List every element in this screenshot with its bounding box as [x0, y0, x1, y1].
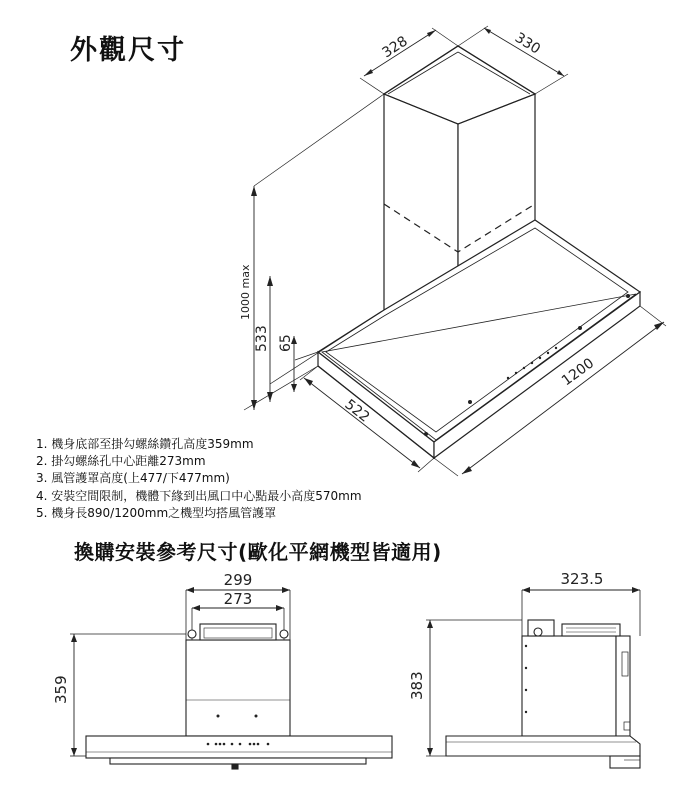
dim-height-533: 533	[254, 325, 270, 352]
dim-max-height: 1000 max	[239, 264, 252, 320]
note-item: 2. 掛勾螺絲孔中心距離273mm	[36, 454, 206, 469]
hood-isometric-drawing	[244, 26, 666, 476]
note-item: 1. 機身底部至掛勾螺絲鑽孔高度359mm	[36, 437, 254, 451]
dim-height-65: 65	[278, 334, 294, 352]
dim-side-depth: 323.5	[560, 570, 604, 588]
dim-duct-depth: 330	[511, 29, 544, 58]
section-title: 換購安裝參考尺寸(歐化平網機型皆適用)	[74, 540, 442, 564]
dim-front-outer: 299	[223, 571, 253, 589]
dim-duct-width: 328	[379, 33, 411, 62]
front-view-drawing	[70, 590, 392, 769]
note-item: 3. 風管護罩高度(上477/下477mm)	[36, 471, 230, 486]
dim-side-height: 383	[408, 671, 426, 700]
note-item: 4. 安裝空間限制，機體下緣到出風口中心點最小高度570mm	[36, 488, 362, 503]
note-item: 5. 機身長890/1200mm之機型均搭風管護罩	[36, 505, 277, 520]
dim-body-depth: 522	[341, 396, 373, 426]
dim-front-inner: 273	[223, 590, 253, 608]
dim-body-length: 1200	[558, 355, 598, 390]
page-title: 外觀尺寸	[70, 35, 186, 66]
dim-front-height: 359	[52, 675, 70, 704]
side-view-drawing	[426, 590, 640, 768]
